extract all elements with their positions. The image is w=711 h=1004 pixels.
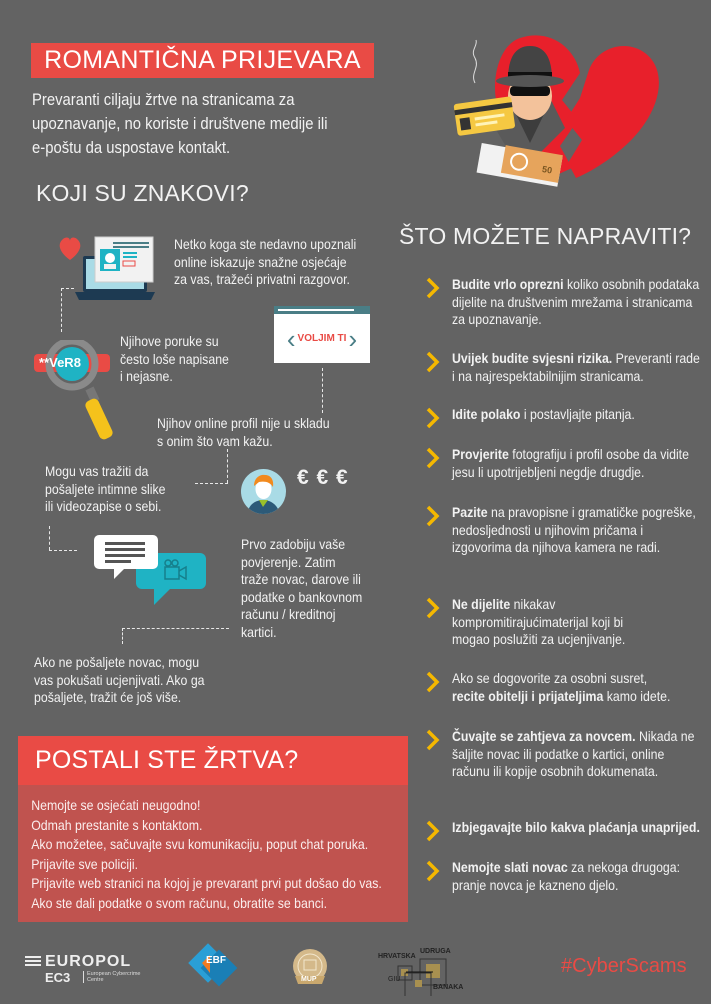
victim-item: Nemojte se osjećati neugodno! <box>31 797 201 813</box>
text-line: ili videozapise o sebi. <box>45 498 162 514</box>
action-text: na pravopisne i gramatičke pogreške, nedosljednosti u njihovim pričama i izgovorima da njihova kamera ne radi. <box>452 504 696 555</box>
text-line: računu / kreditnoj <box>241 606 336 622</box>
action-emphasis: Pazite <box>452 504 488 520</box>
action-item <box>424 596 672 649</box>
victim-item: Prijavite web stranici na kojoj je prevarant prvi put došao do vas. <box>31 875 382 892</box>
browser-titlebar <box>274 306 370 314</box>
action-emphasis: Idite polako <box>452 406 521 422</box>
text-line: Mogu vas tražiti da <box>45 463 149 479</box>
action-text: kamo idete. <box>603 687 671 704</box>
chevron-right-icon <box>424 351 442 373</box>
action-text: za nekoga drugoga: pranje novca je kazneno djelo. <box>452 859 681 893</box>
text-line: Ako ne pošaljete novac, mogu <box>34 654 200 670</box>
browser-window-icon <box>274 306 370 363</box>
victim-heading: POSTALI STE ŽRTVA? <box>18 736 408 785</box>
europol-logo <box>25 953 155 983</box>
page-title <box>31 43 374 78</box>
text-line: s onim što vam kažu. <box>157 432 273 449</box>
hashtag: #CyberScams <box>561 955 687 977</box>
avatar-icon <box>241 469 286 514</box>
intro-text <box>32 88 374 160</box>
ec3-text: EC3 <box>45 970 71 985</box>
text-line: Centre <box>87 977 104 983</box>
scammer-broken-heart-icon <box>450 28 680 198</box>
action-text: nikakav kompromitirajućimaterijal koji bi mogao poslužiti za ucjenjivanje. <box>452 596 626 647</box>
action-item <box>424 859 711 894</box>
browser-text: VOLJIM TI <box>297 333 347 344</box>
text-line: pošaljete intimne slike <box>45 480 166 497</box>
action-emphasis: Čuvajte se zahtjeva za novcem. <box>452 728 636 744</box>
magnifier-icon <box>34 340 114 445</box>
action-item <box>424 819 711 842</box>
text-line: Njihove poruke su <box>120 333 219 349</box>
mup-badge-logo <box>292 944 328 994</box>
sign-2-text <box>120 333 234 386</box>
chevron-right-icon <box>424 860 442 882</box>
text-line: Netko koga ste nedavno upoznali <box>174 236 357 252</box>
text-line: povjerenje. Zatim <box>241 553 336 570</box>
victim-item: Ako možetee, sačuvajte svu komunikaciju, poput chat poruka. <box>31 836 369 853</box>
signs-heading: KOJI SU ZNAKOVI? <box>36 180 249 206</box>
chat-bubbles-icon <box>94 533 206 605</box>
chevron-right-icon <box>424 597 442 619</box>
connector-line <box>61 288 74 289</box>
action-emphasis: Provjerite <box>452 446 509 462</box>
victim-panel <box>18 736 408 922</box>
action-text: Nikada ne šaljite novac ili podatke o kartici, online računu ili kopije osobnih dokumenata. <box>452 728 695 779</box>
action-emphasis: Izbjegavajte bilo kakva plaćanja unaprijed. <box>452 819 700 835</box>
action-item <box>424 670 711 705</box>
action-emphasis: Nemojte slati novac <box>452 859 568 875</box>
action-item <box>424 406 711 429</box>
chevron-right-icon <box>424 505 442 527</box>
action-text: Preveranti rade i na najrespektabilnijim stranicama. <box>452 350 700 384</box>
action-item <box>424 350 711 385</box>
action-item <box>424 504 711 557</box>
text-line: online iskazuje snažne osjećaje <box>174 253 347 270</box>
ebf-logo <box>186 943 246 998</box>
mup-text: MUP <box>301 976 317 983</box>
hub-text: BANAKA <box>433 984 464 991</box>
victim-item: Prijavite sve policiji. <box>31 855 139 872</box>
chevron-right-icon <box>424 820 442 842</box>
action-emphasis: Uvijek budite svjesni rizika. <box>452 350 613 366</box>
intro-line: upoznavanje, no koriste i društvene medije ili <box>32 115 328 133</box>
connector-line <box>195 483 228 484</box>
europol-text: EUROPOL <box>45 953 132 970</box>
europol-stripes-icon <box>25 956 41 966</box>
text-line: European Cybercrime <box>87 971 141 977</box>
actions-heading: ŠTO MOŽETE NAPRAVITI? <box>399 223 692 249</box>
hub-text: GIU <box>388 976 401 983</box>
chevron-left-icon: ‹ <box>286 323 296 354</box>
action-emphasis: Ne dijelite <box>452 596 511 612</box>
action-text: fotografiju i profil osobe da vidite jesu li upotrijebljeni negdje drugdje. <box>452 446 689 480</box>
action-text: i postavljajte pitanja. <box>520 406 635 422</box>
sign-3-text <box>157 415 359 450</box>
connector-line <box>49 526 50 550</box>
connector-line <box>49 550 77 551</box>
chevron-right-icon <box>424 407 442 429</box>
text-line: pošaljete, tražit će još više. <box>34 689 182 705</box>
ebf-text: EBF <box>206 955 226 966</box>
connector-line <box>227 449 228 483</box>
chevron-right-icon <box>424 729 442 751</box>
ec3-subtitle <box>83 971 141 983</box>
chevron-right-icon <box>424 447 442 469</box>
action-emphasis: Budite vrlo oprezni <box>452 276 564 292</box>
connector-line <box>122 628 123 644</box>
action-text: koliko osobnih podataka dijelite na društvenim mrežama i stranicama za upoznavanje. <box>452 276 700 327</box>
sign-5-text <box>241 536 364 641</box>
hub-text: HRVATSKA <box>378 953 416 960</box>
chevron-right-icon <box>424 671 442 693</box>
text-line: vas pokušati ucjenjivati. Ako ga <box>34 671 205 688</box>
sign-4-text <box>45 463 186 516</box>
hub-text: UDRUGA <box>420 948 451 955</box>
action-text: Ako se dogovorite za osobni susret, <box>452 670 648 686</box>
laptop-profile-icon <box>55 234 155 304</box>
hero-illustration <box>450 28 680 198</box>
hub-logo <box>378 944 473 996</box>
action-item <box>424 728 711 781</box>
text-line: traže novac, darove ili <box>241 571 361 587</box>
intro-line: e-poštu da uspostave kontakt. <box>32 139 231 157</box>
intro-line: Prevaranti ciljaju žrtve na stranicama za <box>32 91 295 109</box>
svg-text:50: 50 <box>541 163 553 176</box>
sign-6-text <box>34 654 219 707</box>
action-item <box>424 276 711 329</box>
text-line: i nejasne. <box>120 368 173 384</box>
text-line: podatke o bankovnom <box>241 588 363 605</box>
victim-item: Odmah prestanite s kontaktom. <box>31 816 203 833</box>
text-line: Njihov online profil nije u skladu <box>157 415 330 431</box>
chevron-right-icon <box>424 277 442 299</box>
text-line: Prvo zadobiju vaše <box>241 536 346 552</box>
connector-line <box>122 628 229 629</box>
misspelled-text: **VeR8 <box>39 355 81 370</box>
euro-icons: € € € <box>297 466 349 489</box>
page-title-text: ROMANTIČNA PRIJEVARA <box>44 46 361 74</box>
text-line: često loše napisane <box>120 350 229 367</box>
chevron-right-icon: › <box>348 323 358 354</box>
text-line: za vas, tražeći privatni razgovor. <box>174 271 350 287</box>
sign-1-text <box>174 236 368 289</box>
action-emphasis: recite obitelji i prijateljima <box>452 687 604 704</box>
connector-line <box>322 368 323 413</box>
victim-item: Ako ste dali podatke o svom računu, obratite se banci. <box>31 894 328 911</box>
connector-line <box>61 288 62 332</box>
action-item <box>424 446 711 481</box>
text-line: kartici. <box>241 623 277 640</box>
victim-list <box>18 785 418 914</box>
